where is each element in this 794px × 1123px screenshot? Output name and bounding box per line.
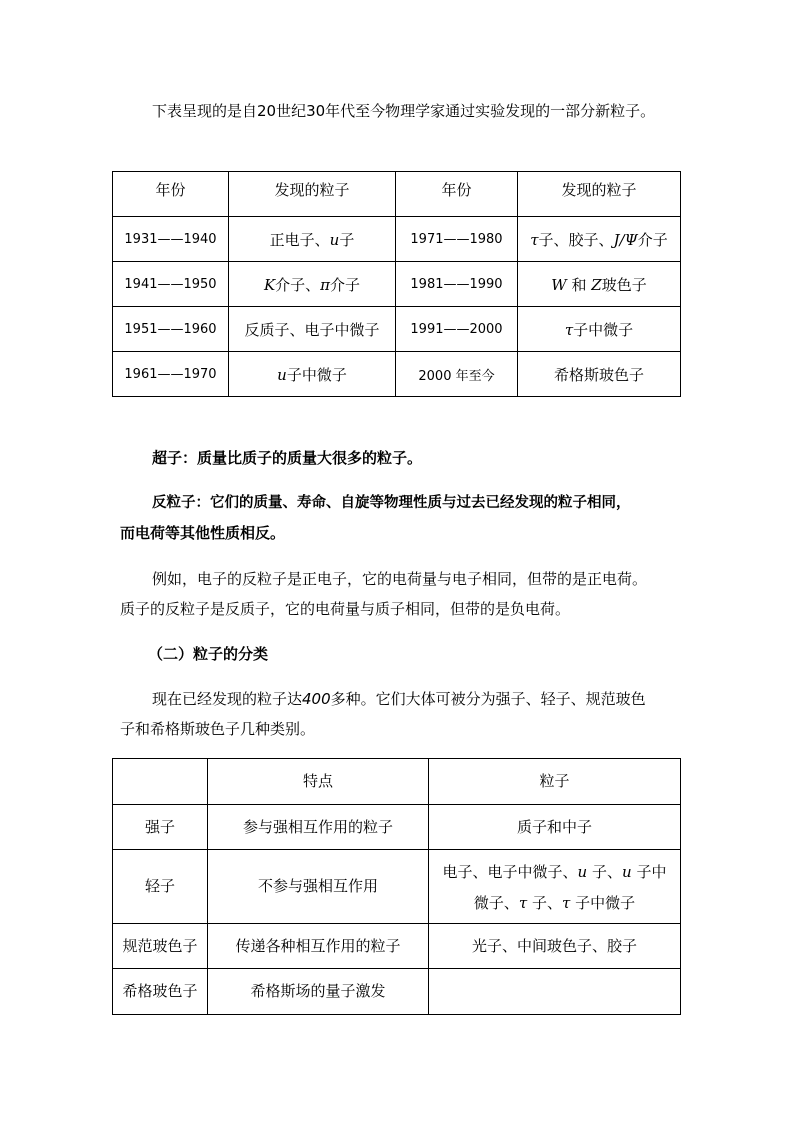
- table-header-row: [113, 759, 681, 805]
- header-particle: 发现的粒子: [518, 172, 681, 217]
- cell-text: 和: [566, 275, 592, 294]
- cell-text: 介子: [637, 230, 668, 249]
- year-cell: 2000 年至今: [396, 352, 518, 397]
- classification-line1: [152, 684, 646, 714]
- classification-text: 现在已经发现的粒子达: [152, 690, 303, 708]
- cell-text: 子中微子: [286, 365, 347, 384]
- particles-line: [429, 857, 680, 888]
- cell-text: 玻色子: [601, 275, 647, 294]
- table-row: [113, 805, 681, 850]
- header-particle: 发现的粒子: [229, 172, 396, 217]
- cell-symbol: Z: [591, 275, 602, 294]
- cell-text: 子中微子: [570, 894, 636, 912]
- table-header-row: [113, 172, 681, 217]
- cell-text: 子中: [631, 863, 667, 881]
- table-row: [113, 217, 681, 262]
- category-cell: 希格玻色子: [113, 969, 208, 1015]
- cell-symbol: u: [622, 863, 632, 881]
- year-cell: 1951——1960: [113, 307, 229, 352]
- particle-count: 400: [302, 690, 331, 708]
- table-row: [113, 352, 681, 397]
- cell-symbol: u: [577, 863, 588, 881]
- cell-symbol: τ: [564, 320, 574, 339]
- particle-cell: [518, 217, 681, 262]
- header-feature: 特点: [208, 759, 429, 805]
- feature-cell: 不参与强相互作用: [208, 850, 429, 924]
- cell-symbol: τ: [518, 894, 528, 912]
- feature-cell: 参与强相互作用的粒子: [208, 805, 429, 850]
- classification-table: [112, 758, 681, 1015]
- particles-cell: [429, 969, 681, 1015]
- cell-symbol: K: [263, 275, 276, 294]
- particle-cell: 希格斯玻色子: [518, 352, 681, 397]
- table-row: [113, 924, 681, 969]
- cell-text: 介子: [330, 275, 361, 294]
- cell-symbol: u: [277, 365, 287, 384]
- cell-text: 子、: [587, 863, 622, 881]
- cell-text: 子、: [527, 894, 562, 912]
- cell-text: 子: [339, 230, 355, 249]
- classification-line2: 子和希格斯玻色子几种类别。: [120, 720, 316, 738]
- cell-text: 介子、: [275, 275, 321, 294]
- example-line2: 质子的反粒子是反质子，它的电荷量与质子相同，但带的是负电荷。: [120, 600, 571, 618]
- header-particles: 粒子: [429, 759, 681, 805]
- particle-cell: [229, 262, 396, 307]
- year-cell: 1991——2000: [396, 307, 518, 352]
- discovery-table: [112, 171, 681, 397]
- antiparticle-definition-line1: 反粒子：它们的质量、寿命、自旋等物理性质与过去已经发现的粒子相同，: [152, 495, 631, 511]
- example-line1: 例如，电子的反粒子是正电子，它的电荷量与电子相同，但带的是正电荷。: [152, 570, 648, 588]
- header-empty: [113, 759, 208, 805]
- year-cell: 1961——1970: [113, 352, 229, 397]
- cell-text: 电子、电子中微子、: [442, 863, 578, 881]
- cell-text: 子中微子: [573, 320, 634, 339]
- particles-cell: [429, 850, 681, 924]
- header-year: 年份: [396, 172, 518, 217]
- table-row: [113, 969, 681, 1015]
- particle-cell: [229, 217, 396, 262]
- cell-symbol: J/Ψ: [613, 230, 638, 249]
- classification-text: 多种。它们大体可被分为强子、轻子、规范玻色: [330, 690, 646, 708]
- table-row: [113, 262, 681, 307]
- cell-symbol: u: [329, 230, 340, 249]
- particle-cell: [518, 262, 681, 307]
- cell-symbol: τ: [530, 230, 539, 249]
- particles-cell: 质子和中子: [429, 805, 681, 850]
- cell-text: 正电子、: [269, 230, 330, 249]
- category-cell: 强子: [113, 805, 208, 850]
- cell-symbol: π: [320, 275, 331, 294]
- superparticle-definition: 超子：质量比质子的质量大很多的粒子。: [152, 449, 423, 467]
- particles-line: [429, 888, 680, 919]
- cell-symbol: τ: [562, 894, 571, 912]
- category-cell: 规范玻色子: [113, 924, 208, 969]
- particles-cell: 光子、中间玻色子、胶子: [429, 924, 681, 969]
- feature-cell: 传递各种相互作用的粒子: [208, 924, 429, 969]
- antiparticle-definition-line2: 而电荷等其他性质相反。: [120, 524, 286, 542]
- cell-symbol: W: [551, 275, 567, 294]
- intro-paragraph: 下表呈现的是自20世纪30年代至今物理学家通过实验发现的一部分新粒子。: [152, 102, 656, 120]
- year-cell: 1971——1980: [396, 217, 518, 262]
- year-cell: 1941——1950: [113, 262, 229, 307]
- particle-cell: [518, 307, 681, 352]
- table-row: [113, 850, 681, 924]
- category-cell: 轻子: [113, 850, 208, 924]
- feature-cell: 希格斯场的量子激发: [208, 969, 429, 1015]
- particle-cell: [229, 352, 396, 397]
- section-heading: （二）粒子的分类: [148, 645, 269, 663]
- header-year: 年份: [113, 172, 229, 217]
- cell-text: 子、胶子、: [538, 230, 614, 249]
- cell-text: 微子、: [473, 894, 519, 912]
- particle-cell: 反质子、电子中微子: [229, 307, 396, 352]
- year-cell: 1931——1940: [113, 217, 229, 262]
- table-row: [113, 307, 681, 352]
- year-cell: 1981——1990: [396, 262, 518, 307]
